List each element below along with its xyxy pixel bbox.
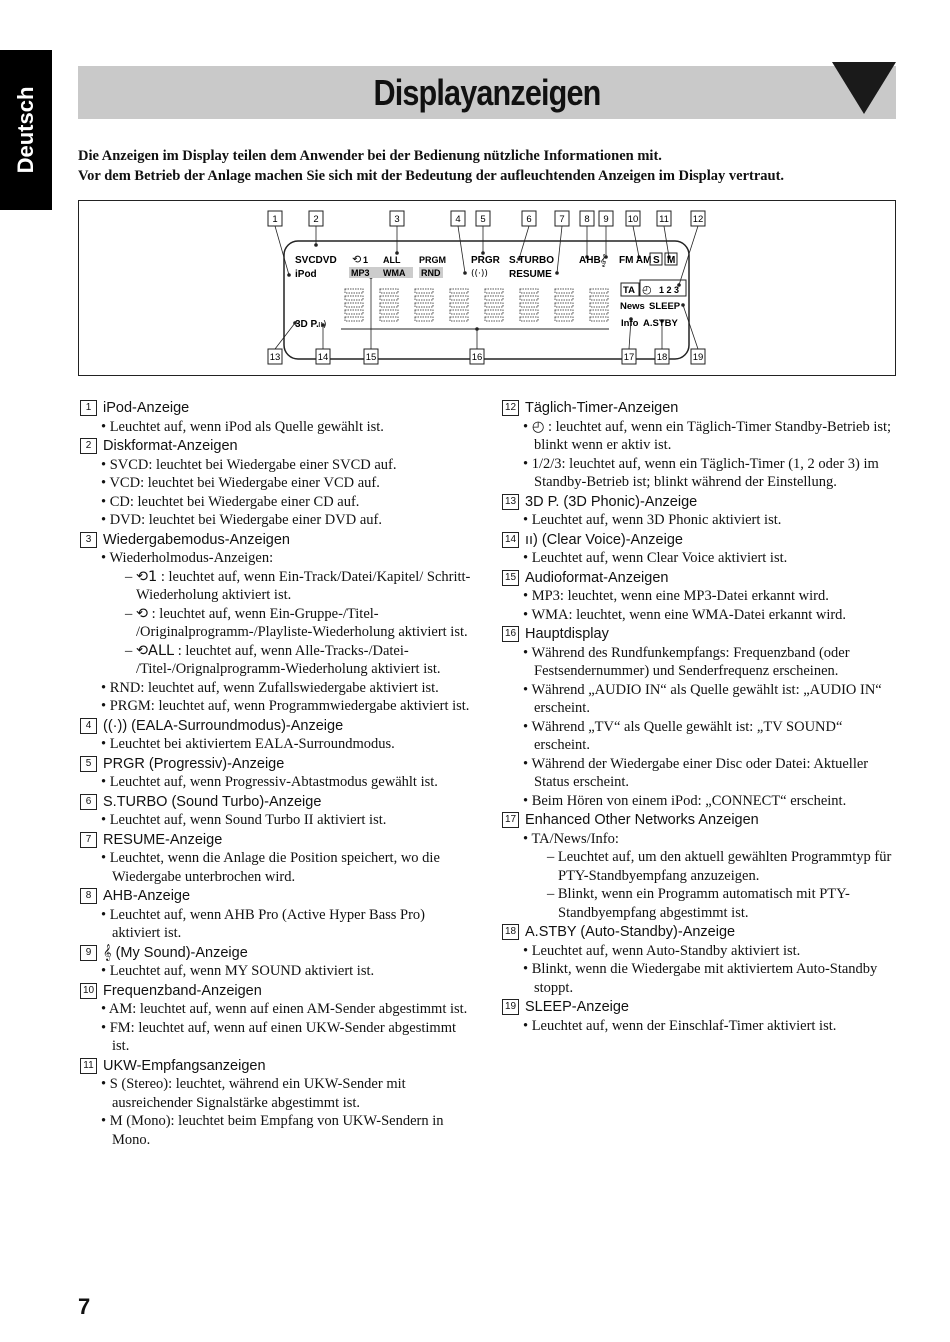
- entry-5: [80, 755, 475, 792]
- entry-heading: [80, 982, 475, 1001]
- callout-number: 10: [627, 214, 639, 225]
- astby-label: A.STBY: [643, 318, 678, 329]
- mp3-label: MP3: [351, 268, 370, 278]
- main-display-segments: [345, 289, 608, 321]
- bullet-text: ◴ : leuchtet auf, wenn ein Täglich-Timer Standby-Betrieb ist; blinkt wenn er aktiv ist.: [531, 418, 892, 453]
- entry-heading-text: AHB-Anzeige: [103, 888, 191, 904]
- fmam-label: FM AM: [619, 255, 652, 266]
- resume-label: RESUME: [509, 269, 552, 280]
- bullet-item: [502, 549, 902, 568]
- bullet-text: Leuchtet, wenn die Anlage die Position speichert, wo die Wiedergabe unterbrochen wird.: [109, 850, 440, 885]
- entry-heading-text: Diskformat-Anzeigen: [103, 438, 238, 454]
- prgr-label: PRGR: [471, 255, 500, 266]
- svcdvd-label: SVCDVD: [295, 255, 337, 266]
- bullet-item: [80, 697, 475, 716]
- callout-dot: [681, 303, 685, 307]
- entry-7: [80, 831, 475, 887]
- entry-number-box: 15: [502, 570, 519, 586]
- callout-number: 8: [584, 214, 590, 225]
- bullet-text: : leuchtet auf, wenn Ein-Track/Datei/Kapitel/ Schritt-Wiederholung aktiviert ist.: [136, 568, 471, 603]
- callout-number: 5: [480, 214, 486, 225]
- bullet-item: [80, 906, 475, 943]
- wma-label: WMA: [383, 268, 406, 278]
- stereo-label: S: [653, 255, 660, 266]
- entry-number-box: 3: [80, 532, 97, 548]
- callout-number: 4: [455, 214, 461, 225]
- bullet-text: AM: leuchtet auf, wenn auf einen AM-Sender abgestimmt ist.: [108, 1001, 468, 1017]
- bullet-text: Leuchtet auf, wenn AHB Pro (Active Hyper Bass Pro) aktiviert ist.: [109, 906, 426, 941]
- bullet-item: [80, 962, 475, 981]
- bullet-text: DVD: leuchtet bei Wiedergabe einer DVD auf.: [109, 512, 382, 528]
- callout-number: 3: [394, 214, 400, 225]
- bullet-item: [80, 511, 475, 530]
- bullet-text: Leuchtet auf, wenn iPod als Quelle gewählt ist.: [109, 418, 384, 435]
- entry-number-box: 7: [80, 832, 97, 848]
- callout-dot: [314, 243, 318, 247]
- display-diagram: [78, 200, 896, 376]
- repeat-one-label: 1: [363, 255, 369, 265]
- corner-triangle-icon: [832, 62, 896, 114]
- callout-leader-line: [683, 305, 698, 349]
- bullet-item: [502, 942, 902, 961]
- entry-18: [502, 923, 902, 997]
- page-title: Displayanzeigen: [373, 72, 601, 113]
- callout-dot: [287, 273, 291, 277]
- entry-number-box: 5: [80, 756, 97, 772]
- bullet-text: RND: leuchtet auf, wenn Zufallswiedergabe aktiviert ist.: [109, 679, 439, 696]
- bullet-text: CD: leuchtet bei Wiedergabe einer CD auf.: [109, 493, 360, 510]
- bullet-text: WMA: leuchtet, wenn eine WMA-Datei erkannt wird.: [531, 606, 847, 623]
- ta-label: TA: [623, 285, 635, 296]
- callout-number: 6: [526, 214, 532, 225]
- bullet-item: [502, 418, 902, 455]
- entry-heading-text: RESUME-Anzeige: [103, 831, 223, 848]
- entry-3: [80, 531, 475, 716]
- bullet-text: 1/2/3: leuchtet auf, wenn ein Täglich-Timer (1, 2 oder 3) im Standby-Betrieb ist; blinkt während der Einstellung.: [531, 455, 879, 490]
- entry-number-box: 10: [80, 983, 97, 999]
- entry-heading: [502, 531, 902, 550]
- entry-heading-text: A.STBY (Auto-Standby)-Anzeige: [525, 924, 736, 940]
- bullet-text: Leuchtet auf, um den aktuell gewählten Programmtyp für PTY-Standbyempfang anzuzeigen.: [557, 849, 892, 884]
- bullet-text: Während des Rundfunkempfangs: Frequenzband (oder Festsendernummer) und Senderfrequenz erscheinen.: [531, 644, 850, 679]
- entry-11: [80, 1057, 475, 1150]
- entry-number-box: 8: [80, 888, 97, 904]
- sub-bullet-item: [80, 605, 475, 642]
- bullet-item: [80, 549, 475, 568]
- display-diagram-svg: [79, 201, 897, 377]
- ahb-label: AHB: [579, 255, 601, 266]
- timer-clock-icon: ◴: [642, 283, 652, 296]
- intro-line-1: Die Anzeigen im Display teilen dem Anwender bei der Bedienung nützliche Informationen mit.: [78, 148, 662, 164]
- bullet-item: [80, 474, 475, 493]
- news-label: News: [620, 301, 645, 312]
- entry-heading-text: Frequenzband-Anzeigen: [103, 982, 262, 999]
- title-bar: [78, 66, 896, 119]
- entry-2: [80, 437, 475, 530]
- callout-number: 11: [659, 214, 669, 225]
- entry-number-box: 6: [80, 794, 97, 810]
- bullet-item: [80, 773, 475, 792]
- entry-heading: [502, 811, 902, 830]
- callout-leader-line: [557, 226, 562, 273]
- bullet-item: [80, 1075, 475, 1112]
- segment-digit: [415, 289, 433, 321]
- sleep-label: SLEEP: [649, 301, 681, 312]
- entry-heading-text: ıı) (Clear Voice)-Anzeige: [525, 531, 683, 548]
- entry-14: [502, 531, 902, 568]
- intro-text: [78, 146, 908, 186]
- bullet-item: [80, 1000, 475, 1019]
- bullet-item: [502, 511, 902, 530]
- callout-number: 1: [272, 214, 278, 225]
- bullet-text: : leuchtet auf, wenn Ein-Gruppe-/Titel- /Originalprogramm-/Playliste-Wiederholung aktiviert ist.: [136, 605, 468, 640]
- entry-heading: [502, 625, 902, 644]
- entry-heading-text: ((·)) (EALA-Surroundmodus)-Anzeige: [103, 717, 344, 734]
- entry-number-box: 2: [80, 438, 97, 454]
- entry-8: [80, 887, 475, 943]
- bullet-item: [80, 849, 475, 886]
- prgm-label: PRGM: [419, 255, 446, 265]
- entry-17: [502, 811, 902, 922]
- bullet-item: [502, 681, 902, 718]
- entry-heading: [80, 944, 475, 963]
- segment-digit: [590, 289, 608, 321]
- entry-4: [80, 717, 475, 754]
- callout-number: 12: [692, 214, 704, 225]
- entry-heading-text: Hauptdisplay: [525, 626, 609, 642]
- entry-heading: [80, 717, 475, 736]
- entry-number-box: 12: [502, 400, 519, 416]
- entry-heading: [80, 793, 475, 812]
- bullet-text: S (Stereo): leuchtet, während ein UKW-Sender mit ausreichender Signalstärke abgestimmt ist.: [109, 1076, 406, 1111]
- bullet-text: Leuchtet auf, wenn Progressiv-Abtastmodus gewählt ist.: [109, 774, 438, 790]
- entry-heading: [502, 923, 902, 942]
- segment-digit: [345, 289, 363, 321]
- callout-number: 9: [603, 214, 609, 225]
- right-column: [502, 398, 902, 1035]
- segment-digit: [450, 289, 468, 321]
- sub-bullet-item: [80, 642, 475, 679]
- bullet-item: [502, 718, 902, 755]
- bullet-item: [80, 493, 475, 512]
- entry-heading-text: Audioformat-Anzeigen: [525, 569, 669, 586]
- bullet-text: Blinkt, wenn die Wiedergabe mit aktiviertem Auto-Standby stoppt.: [531, 961, 878, 996]
- callout-number: 19: [692, 352, 704, 363]
- language-tab-label: Deutsch: [13, 86, 38, 174]
- callout-leader-line: [275, 226, 289, 275]
- page-number: 7: [78, 1294, 91, 1319]
- bullet-text: PRGM: leuchtet auf, wenn Programmwiedergabe aktiviert ist.: [109, 698, 470, 714]
- entry-heading: [502, 998, 902, 1017]
- sturbo-label: S.TURBO: [509, 255, 554, 266]
- entry-number-box: 14: [502, 532, 519, 548]
- entry-heading: [80, 531, 475, 550]
- timer-numbers-label: 1 2 3: [659, 285, 680, 295]
- entry-16: [502, 625, 902, 810]
- bullet-item: [502, 1017, 902, 1036]
- entry-heading: [502, 493, 902, 512]
- language-tab: [0, 50, 52, 210]
- bullet-text: Leuchtet auf, wenn 3D Phonic aktiviert ist.: [531, 512, 782, 528]
- entry-heading-text: S.TURBO (Sound Turbo)-Anzeige: [103, 793, 322, 810]
- repeat-icon: ⟲: [352, 253, 362, 266]
- entry-heading-text: Täglich-Timer-Anzeigen: [525, 400, 679, 416]
- entry-heading: [502, 569, 902, 588]
- entry-heading-text: PRGR (Progressiv)-Anzeige: [103, 755, 285, 772]
- callout-dot: [555, 271, 559, 275]
- bullet-text: Beim Hören von einem iPod: „CONNECT“ erscheint.: [531, 792, 847, 809]
- bullet-text: Leuchtet auf, wenn Clear Voice aktiviert ist.: [531, 550, 788, 566]
- entry-13: [502, 493, 902, 530]
- repeat-mode-icon: ⟲1: [135, 568, 158, 585]
- entry-number-box: 4: [80, 718, 97, 734]
- entry-heading-text: Enhanced Other Networks Anzeigen: [525, 812, 759, 828]
- repeat-mode-icon: ⟲: [135, 605, 149, 622]
- callout-dot: [463, 271, 467, 275]
- bullet-item: [502, 792, 902, 811]
- callout-number: 18: [656, 352, 668, 363]
- bullet-text: Leuchtet auf, wenn MY SOUND aktiviert ist.: [109, 963, 375, 979]
- clear-voice-icon: ıı): [318, 320, 327, 330]
- bullet-item: [80, 1112, 475, 1149]
- bullet-item: [80, 418, 475, 437]
- bullet-item: [502, 960, 902, 997]
- sub-bullet-item: [502, 885, 902, 922]
- callout-number: 13: [269, 352, 281, 363]
- callout-number: 16: [471, 352, 483, 363]
- callout-number: 15: [365, 352, 377, 363]
- entry-number-box: 17: [502, 812, 519, 828]
- left-column: [80, 398, 475, 1149]
- bullet-item: [502, 587, 902, 606]
- entry-heading: [80, 437, 475, 456]
- mono-label: M: [667, 255, 676, 266]
- callout-number: 2: [313, 214, 319, 225]
- callout-leader-line: [458, 226, 465, 273]
- sub-bullet-item: [502, 848, 902, 885]
- bullet-text: Wiederholmodus-Anzeigen:: [109, 550, 274, 566]
- bullet-item: [502, 755, 902, 792]
- callout-number: 14: [317, 352, 329, 363]
- bullet-item: [80, 679, 475, 698]
- ipod-label: iPod: [295, 269, 317, 280]
- info-label: Info: [621, 318, 639, 329]
- entry-heading: [80, 399, 475, 418]
- bullet-text: Während „TV“ als Quelle gewählt ist: „TV SOUND“ erscheint.: [531, 718, 843, 753]
- entry-9: [80, 944, 475, 981]
- entry-heading-text: iPod-Anzeige: [103, 400, 190, 416]
- sub-bullet-item: [80, 568, 475, 605]
- entry-heading-text: SLEEP-Anzeige: [525, 999, 629, 1015]
- bullet-text: Während der Wiedergabe einer Disc oder Datei: Aktueller Status erscheint.: [531, 755, 869, 790]
- all-label: ALL: [383, 255, 401, 265]
- entry-1: [80, 399, 475, 436]
- bullet-text: : leuchtet auf, wenn Alle-Tracks-/Datei- /Titel-/Orignalprogramm-Wiederholung aktiviert ist.: [136, 642, 441, 677]
- segment-digit: [555, 289, 573, 321]
- callout-leader-line: [275, 323, 295, 349]
- segment-digit: [485, 289, 503, 321]
- callout-number: 7: [559, 214, 565, 225]
- eala-icon: ((·)): [471, 269, 488, 279]
- callout-number: 17: [623, 352, 635, 363]
- repeat-mode-icon: ⟲ALL: [135, 642, 175, 659]
- bullet-text: Leuchtet auf, wenn Sound Turbo II aktiviert ist.: [109, 812, 387, 828]
- entry-heading-text: UKW-Empfangsanzeigen: [103, 1057, 266, 1074]
- my-sound-icon: 𝄞: [600, 254, 607, 267]
- bullet-text: M (Mono): leuchtet beim Empfang von UKW-Sendern in Mono.: [109, 1113, 444, 1148]
- bullet-text: VCD: leuchtet bei Wiedergabe einer VCD auf.: [109, 475, 380, 491]
- segment-digit: [380, 289, 398, 321]
- bullet-item: [80, 456, 475, 475]
- bullet-item: [502, 606, 902, 625]
- entry-number-box: 11: [80, 1058, 97, 1074]
- entry-heading: [80, 887, 475, 906]
- entry-heading: [502, 399, 902, 418]
- bullet-text: TA/News/Info:: [531, 830, 619, 847]
- entry-number-box: 19: [502, 999, 519, 1015]
- entry-heading-text: Wiedergabemodus-Anzeigen: [103, 531, 290, 548]
- entry-12: [502, 399, 902, 492]
- entry-heading: [80, 1057, 475, 1076]
- entry-6: [80, 793, 475, 830]
- entry-heading-text: 3D P. (3D Phonic)-Anzeige: [525, 493, 698, 510]
- entry-heading: [80, 831, 475, 850]
- bullet-text: Leuchtet auf, wenn der Einschlaf-Timer aktiviert ist.: [531, 1017, 837, 1034]
- entry-19: [502, 998, 902, 1035]
- threedp-label: 3D P.: [295, 319, 319, 330]
- bullet-item: [80, 811, 475, 830]
- bullet-text: Leuchtet bei aktiviertem EALA-Surroundmodus.: [109, 736, 395, 752]
- bullet-item: [80, 735, 475, 754]
- entry-15: [502, 569, 902, 625]
- segment-digit: [520, 289, 538, 321]
- rnd-label: RND: [421, 268, 441, 278]
- intro-line-2: Vor dem Betrieb der Anlage machen Sie sich mit der Bedeutung der aufleuchtenden Anzeigen im Display vertraut.: [78, 168, 785, 184]
- bullet-text: FM: leuchtet auf, wenn auf einen UKW-Sender abgestimmt ist.: [109, 1019, 456, 1054]
- entry-heading: [80, 755, 475, 774]
- entry-number-box: 18: [502, 924, 519, 940]
- bullet-text: SVCD: leuchtet bei Wiedergabe einer SVCD auf.: [109, 456, 397, 473]
- bullet-text: Während „AUDIO IN“ als Quelle gewählt ist: „AUDIO IN“ erscheint.: [531, 681, 882, 716]
- bullet-item: [502, 455, 902, 492]
- entry-10: [80, 982, 475, 1056]
- bullet-text: Leuchtet auf, wenn Auto-Standby aktiviert ist.: [531, 942, 801, 959]
- entry-number-box: 13: [502, 494, 519, 510]
- bullet-item: [502, 644, 902, 681]
- bullet-text: MP3: leuchtet, wenn eine MP3-Datei erkannt wird.: [531, 588, 829, 604]
- bullet-text: Blinkt, wenn ein Programm automatisch mit PTY-Standbyempfang abgestimmt ist.: [557, 886, 850, 921]
- bullet-item: [502, 830, 902, 849]
- entry-number-box: 16: [502, 626, 519, 642]
- entry-heading-text: 𝄞 (My Sound)-Anzeige: [103, 944, 248, 961]
- bullet-item: [80, 1019, 475, 1056]
- entry-number-box: 9: [80, 945, 97, 961]
- entry-number-box: 1: [80, 400, 97, 416]
